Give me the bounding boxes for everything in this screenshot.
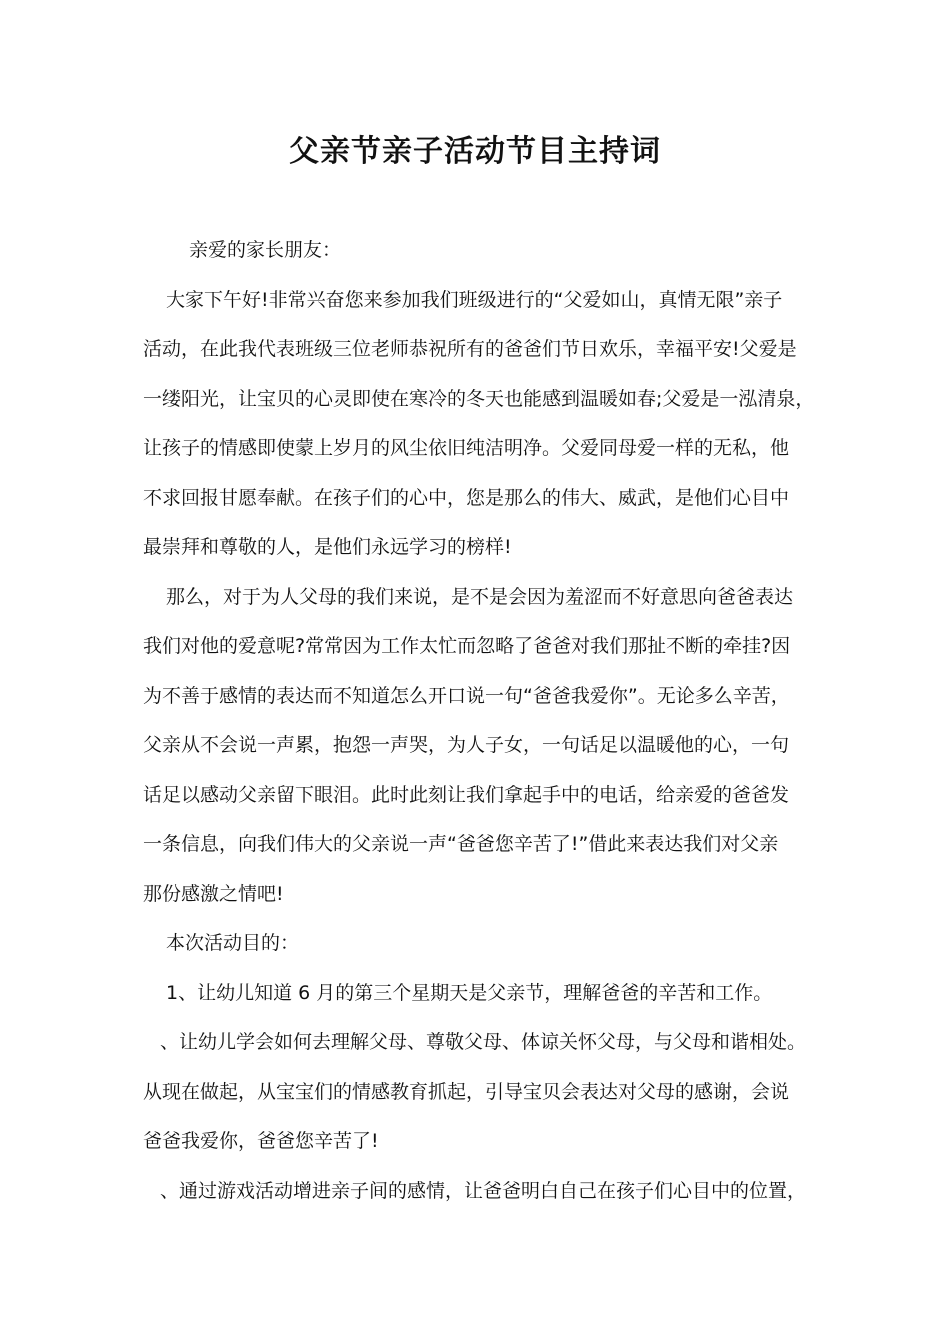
paragraph-line: 活动，在此我代表班级三位老师恭祝所有的爸爸们节日欢乐，幸福平安!父爱是	[143, 338, 797, 360]
paragraph-line: 让孩子的情感即使蒙上岁月的风尘依旧纯洁明净。父爱同母爱一样的无私，他	[143, 437, 790, 459]
list-item: 、通过游戏活动增进亲子间的感情，让爸爸明白自己在孩子们心目中的位置，	[160, 1179, 807, 1202]
greeting-line: 亲爱的家长朋友：	[189, 239, 342, 261]
list-item: 1、让幼儿知道 6 月的第三个星期天是父亲节，理解爸爸的辛苦和工作。	[166, 981, 773, 1004]
paragraph-line: 话足以感动父亲留下眼泪。此时此刻让我们拿起手中的电话，给亲爱的爸爸发	[143, 783, 790, 806]
paragraph-line: 那么，对于为人父母的我们来说，是不是会因为羞涩而不好意思向爸爸表达	[166, 585, 794, 608]
document-title: 父亲节亲子活动节目主持词	[289, 134, 661, 169]
document-body	[143, 226, 823, 1216]
paragraph-line: 大家下午好!非常兴奋您来参加我们班级进行的“父爱如山，真情无限”亲子	[166, 288, 783, 311]
paragraph-line: 父亲从不会说一声累，抱怨一声哭，为人子女，一句话足以温暖他的心，一句	[143, 734, 790, 756]
paragraph-line: 那份感激之情吧!	[143, 882, 284, 905]
paragraph-line: 最崇拜和尊敬的人，是他们永远学习的榜样!	[143, 536, 512, 558]
paragraph-line: 从现在做起，从宝宝们的情感教育抓起，引导宝贝会表达对父母的感谢，会说	[143, 1080, 790, 1103]
paragraph-line: 一缕阳光，让宝贝的心灵即使在寒冷的冬天也能感到温暖如春;父爱是一泓清泉，	[143, 387, 815, 410]
paragraph-line: 不求回报甘愿奉献。在孩子们的心中，您是那么的伟大、威武，是他们心目中	[143, 486, 790, 509]
section-heading: 本次活动目的：	[166, 932, 300, 954]
paragraph-line: 爸爸我爱你，爸爸您辛苦了!	[143, 1130, 379, 1152]
paragraph-line: 我们对他的爱意呢?常常因为工作太忙而忽略了爸爸对我们那扯不断的牵挂?因	[143, 635, 791, 657]
list-item: 、让幼儿学会如何去理解父母、尊敬父母、体谅关怀父母，与父母和谐相处。	[160, 1031, 807, 1053]
paragraph-line: 一条信息，向我们伟大的父亲说一声“爸爸您辛苦了!”借此来表达我们对父亲	[143, 833, 779, 855]
paragraph-line: 为不善于感情的表达而不知道怎么开口说一句“爸爸我爱你”。无论多么辛苦，	[143, 684, 790, 707]
